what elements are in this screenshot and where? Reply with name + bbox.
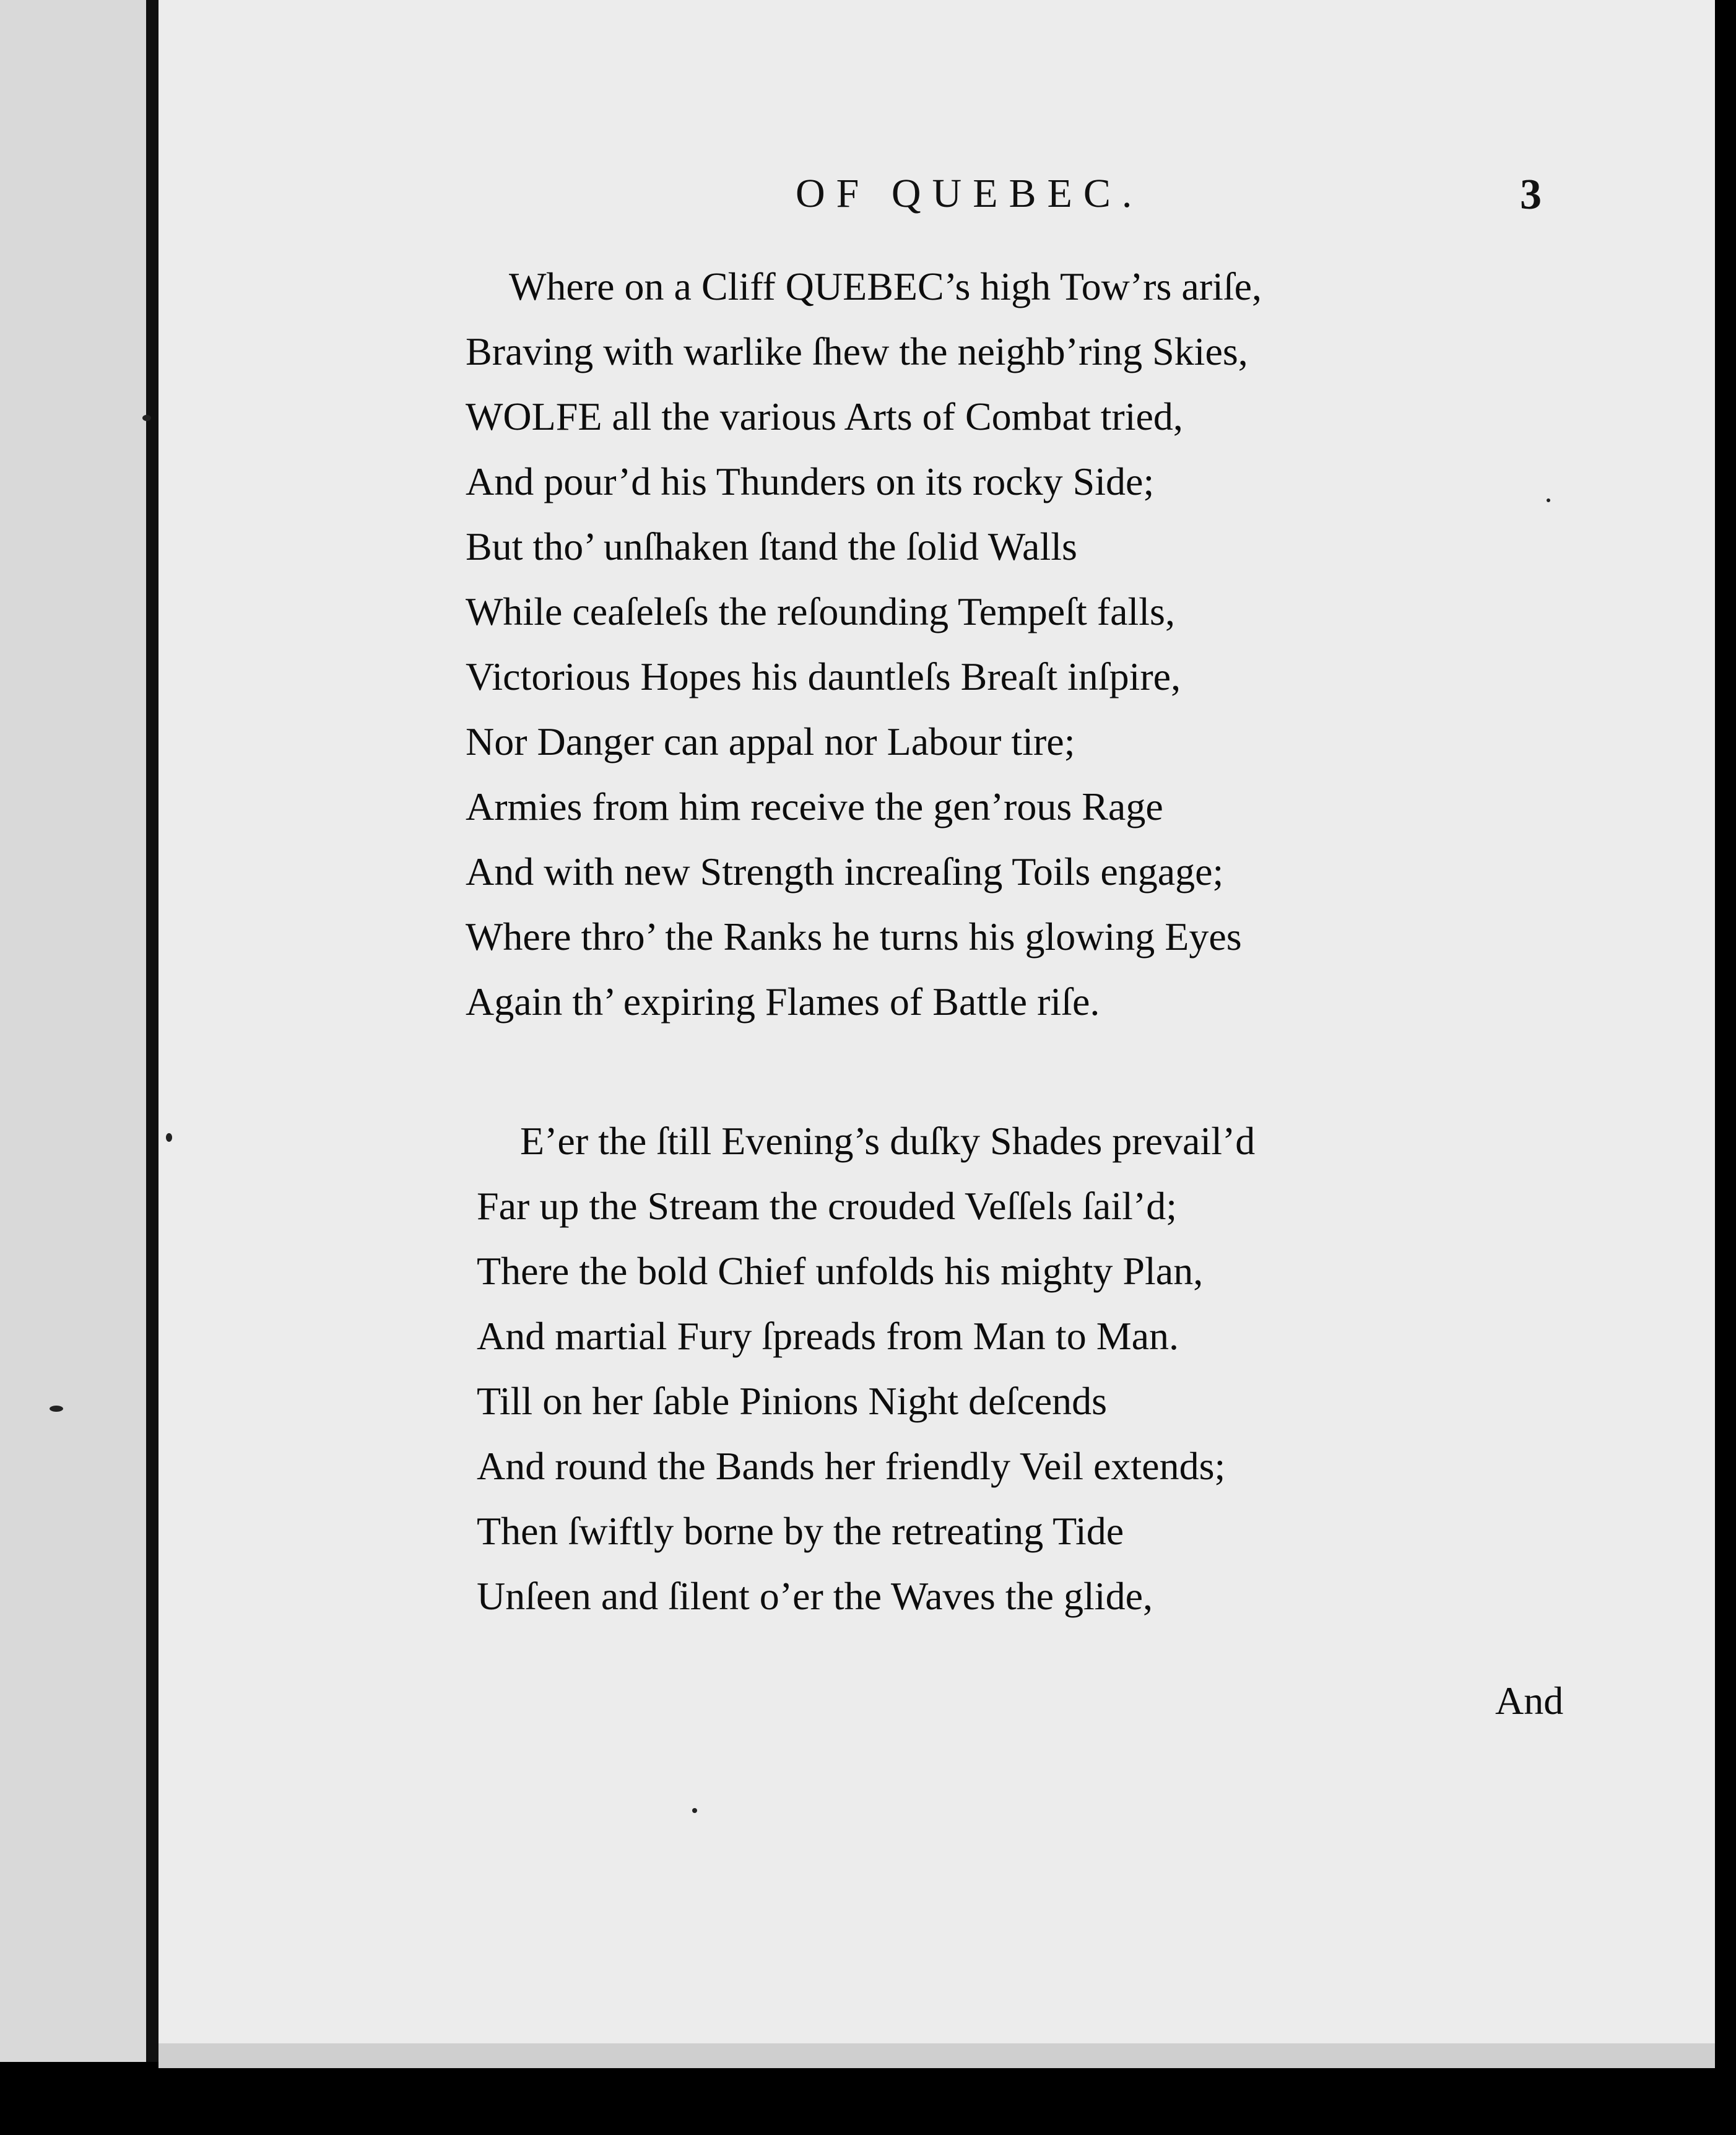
- verse-line: And round the Bands her friendly Veil extends;: [477, 1444, 1226, 1488]
- binding-gutter: [146, 0, 158, 2062]
- verse-line: Braving with warlike ſhew the neighb’ring Skies,: [466, 329, 1248, 373]
- ink-speck: [142, 415, 151, 421]
- verse-line: Where on a Cliff QUEBEC’s high Tow’rs ariſe,: [509, 264, 1262, 308]
- verse-line: Where thro’ the Ranks he turns his glowing Eyes: [466, 915, 1242, 959]
- scan-border: [1715, 0, 1736, 2135]
- verse-line: Then ſwiftly borne by the retreating Tide: [477, 1509, 1124, 1553]
- stanza-1: [466, 254, 1262, 1034]
- verse-line: Nor Danger can appal nor Labour tire;: [466, 720, 1075, 763]
- ink-speck: [166, 1133, 172, 1142]
- verse-line: Unſeen and ſilent o’er the Waves the glide,: [477, 1574, 1153, 1618]
- verse-line: And with new Strength increaſing Toils engage;: [466, 850, 1224, 894]
- verse-line: While ceaſeleſs the reſounding Tempeſt falls,: [466, 589, 1175, 633]
- verse-line: But tho’ unſhaken ſtand the ſolid Walls: [466, 524, 1077, 568]
- stanza-2: [477, 1108, 1255, 1628]
- ink-speck: [692, 1808, 697, 1813]
- verse-line: WOLFE all the various Arts of Combat tried,: [466, 394, 1183, 438]
- facing-page-edge: [0, 0, 155, 2062]
- page-number: 3: [1520, 171, 1542, 219]
- page-bottom-edge: [158, 2043, 1719, 2068]
- verse-line: E’er the ſtill Evening’s duſky Shades prevail’d: [520, 1119, 1256, 1163]
- verse-line: Till on her ſable Pinions Night deſcends: [477, 1379, 1108, 1423]
- verse-line: Armies from him receive the gen’rous Rage: [466, 785, 1163, 828]
- verse-line: Again th’ expiring Flames of Battle riſe.: [466, 980, 1100, 1024]
- verse-line: Far up the Stream the crouded Veſſels ſail’d;: [477, 1184, 1177, 1228]
- verse-line: And martial Fury ſpreads from Man to Man.: [477, 1314, 1179, 1358]
- ink-speck: [50, 1406, 63, 1412]
- verse-line: And pour’d his Thunders on its rocky Side;: [466, 459, 1155, 503]
- verse-line: There the bold Chief unfolds his mighty Plan,: [477, 1249, 1204, 1293]
- verse-line: Victorious Hopes his dauntleſs Breaſt inſpire,: [466, 654, 1181, 698]
- running-title: OF QUEBEC.: [796, 171, 1144, 216]
- catchword: And: [1495, 1679, 1564, 1723]
- ink-speck: [1547, 498, 1550, 502]
